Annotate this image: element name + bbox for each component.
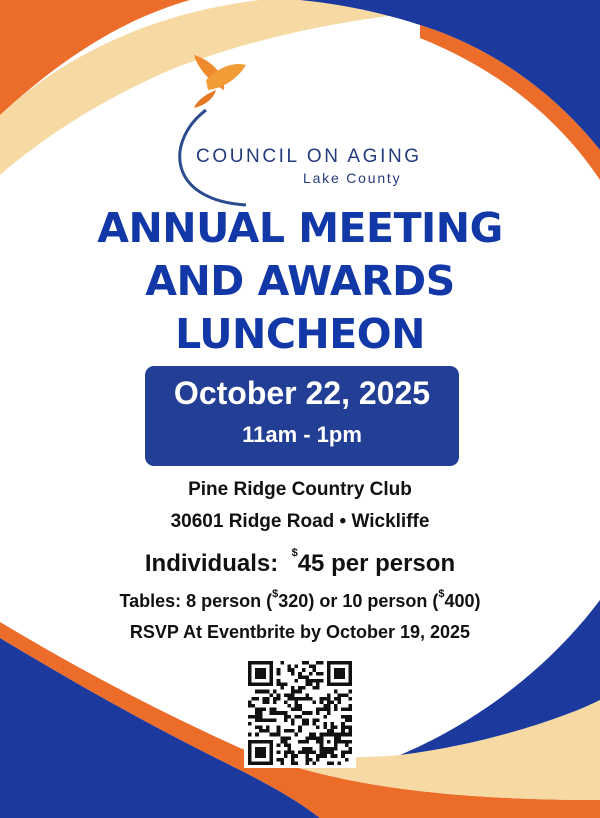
table10-price: 400 (444, 591, 475, 611)
headline-line-2: AND AWARDS (145, 257, 455, 305)
headline-line-3: LUNCHEON (175, 310, 425, 358)
rsvp-line: RSVP At Eventbrite by October 19, 2025 (129, 622, 471, 642)
venue-address: 30601 Ridge Road • Wickliffe (170, 511, 430, 532)
event-time: 11am - 1pm (242, 422, 362, 447)
individual-price (0, 547, 600, 578)
orange-leaf-swoosh-icon (156, 50, 456, 210)
table8-price: 320 (278, 591, 309, 611)
table-pricing (0, 588, 600, 612)
venue-name: Pine Ridge Country Club (188, 479, 412, 500)
tables-text-part: Tables: 8 person ( (119, 591, 273, 611)
individual-label: Individuals: (144, 550, 279, 577)
individual-price-value: 45 per person (297, 550, 456, 577)
dollar-sign: $ (438, 588, 445, 600)
organization-subtitle: Lake County (303, 170, 402, 186)
tables-text-part: ) or 10 person ( (308, 591, 439, 611)
event-headline (0, 202, 600, 361)
tables-text-part: ) (474, 591, 481, 611)
dollar-sign: $ (272, 588, 279, 600)
headline-line-1: ANNUAL MEETING (97, 204, 503, 252)
organization-name: COUNCIL ON AGING (196, 146, 422, 167)
date-box (145, 366, 459, 466)
qr-code-icon[interactable] (244, 658, 356, 768)
dollar-sign: $ (291, 547, 298, 559)
event-date: October 22, 2025 (173, 375, 431, 411)
